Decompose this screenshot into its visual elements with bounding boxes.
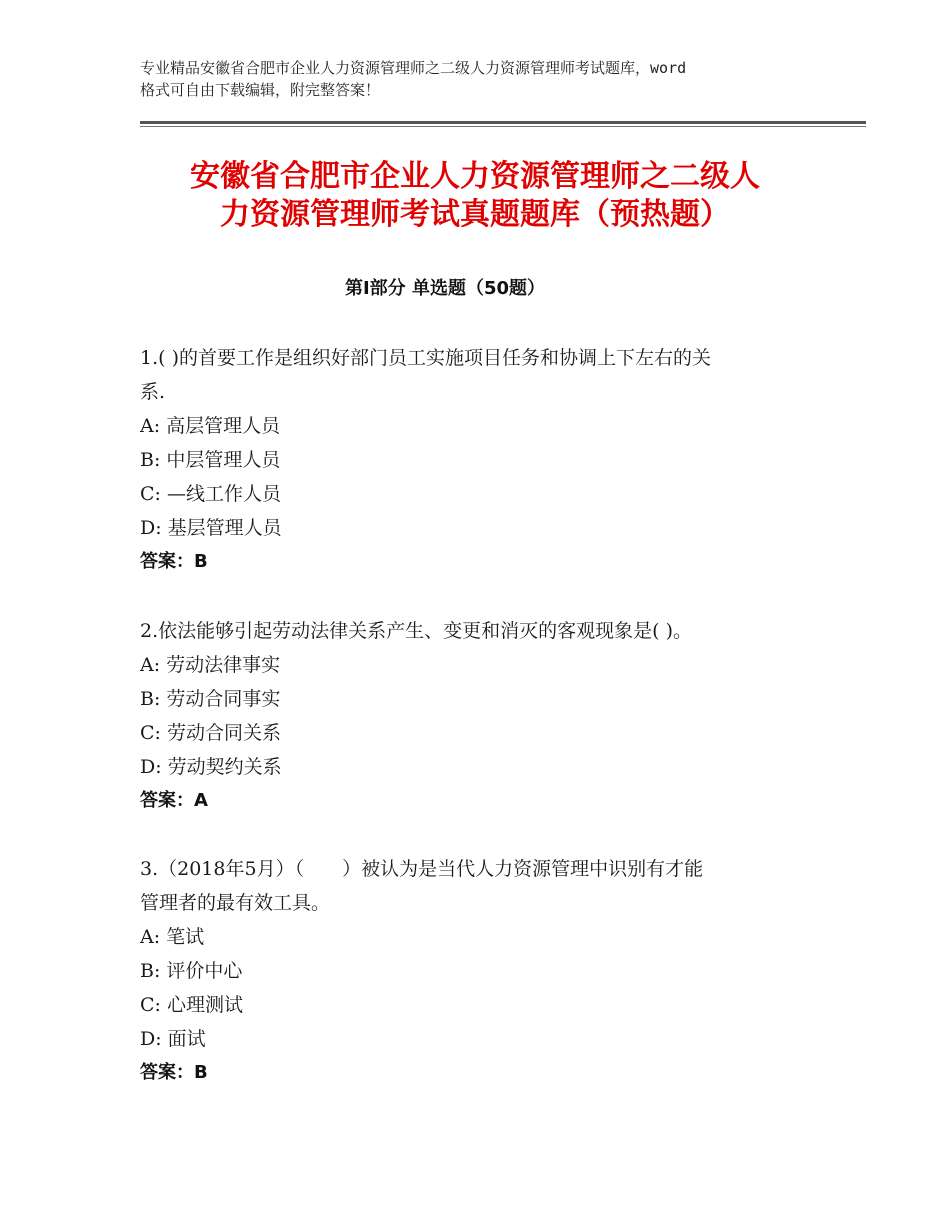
question-1 bbox=[140, 341, 820, 579]
option-d: D: 基层管理人员 bbox=[140, 517, 282, 539]
document-title-line-1: 安徽省合肥市企业人力资源管理师之二级人 bbox=[190, 159, 760, 194]
header-divider-thick bbox=[140, 121, 866, 124]
question-stem bbox=[140, 852, 820, 920]
header-divider-thin bbox=[140, 126, 866, 127]
option-c: C: —线工作人员 bbox=[140, 483, 281, 505]
question-stem bbox=[140, 341, 820, 409]
option-b: B: 劳动合同事实 bbox=[140, 688, 281, 710]
option-c: C: 心理测试 bbox=[140, 994, 243, 1016]
section-title: 第Ⅰ部分 单选题（50题） bbox=[344, 278, 545, 299]
option-d: D: 劳动契约关系 bbox=[140, 756, 282, 778]
document-title-line-2: 力资源管理师考试真题题库（预热题） bbox=[220, 197, 730, 232]
question-stem-line-1: 1.( )的首要工作是组织好部门员工实施项目任务和协调上下左右的关 bbox=[140, 347, 711, 369]
option-a: A: 劳动法律事实 bbox=[140, 654, 281, 676]
option-a: A: 高层管理人员 bbox=[140, 415, 281, 437]
document-title bbox=[110, 158, 840, 234]
header-note bbox=[140, 57, 830, 101]
answer: 答案：A bbox=[140, 790, 208, 811]
question-stem-line-2: 系. bbox=[140, 381, 166, 403]
answer: 答案：B bbox=[140, 1062, 208, 1083]
answer: 答案：B bbox=[140, 551, 208, 572]
question-stem-line-2: 管理者的最有效工具。 bbox=[140, 892, 331, 914]
question-stem bbox=[140, 614, 820, 648]
question-3 bbox=[140, 852, 820, 1090]
question-2 bbox=[140, 614, 820, 818]
option-d: D: 面试 bbox=[140, 1028, 206, 1050]
option-c: C: 劳动合同关系 bbox=[140, 722, 281, 744]
option-b: B: 中层管理人员 bbox=[140, 449, 281, 471]
option-a: A: 笔试 bbox=[140, 926, 205, 948]
header-note-line-2: 格式可自由下载编辑，附完整答案！ bbox=[140, 81, 381, 99]
question-stem-line-1: 2.依法能够引起劳动法律关系产生、变更和消灭的客观现象是( )。 bbox=[140, 620, 692, 642]
question-stem-line-1: 3.（2018年5月）（ ）被认为是当代人力资源管理中识别有才能 bbox=[140, 858, 704, 880]
header-note-line-1: 专业精品安徽省合肥市企业人力资源管理师之二级人力资源管理师考试题库，word bbox=[140, 59, 687, 77]
option-b: B: 评价中心 bbox=[140, 960, 243, 982]
